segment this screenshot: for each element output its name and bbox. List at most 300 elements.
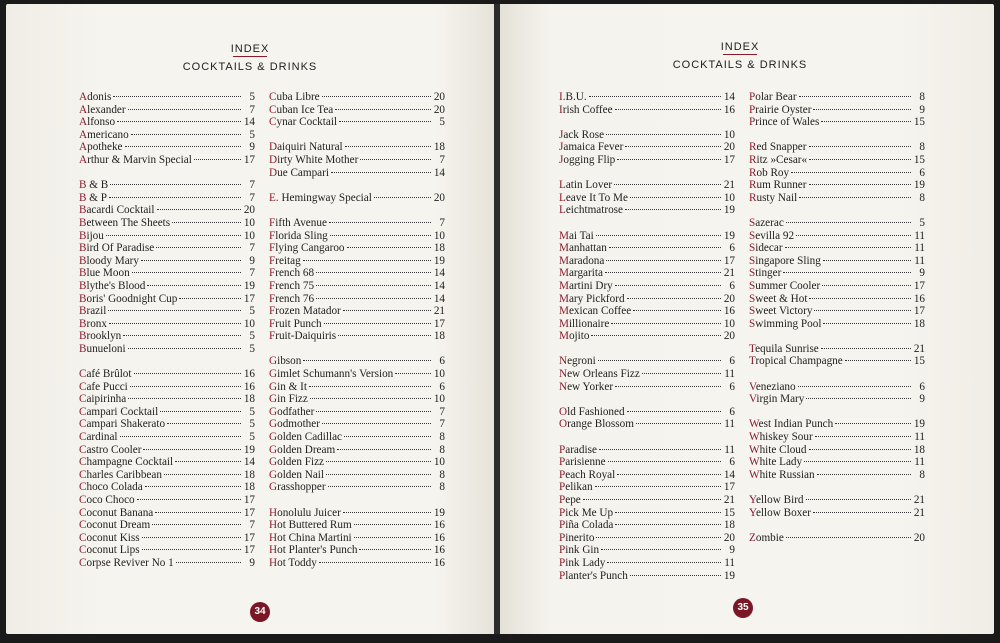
drink-name: I.B.U. <box>559 91 587 103</box>
index-entry <box>79 154 255 167</box>
drink-name: Piña Colada <box>559 519 614 532</box>
dot-leader <box>130 386 241 387</box>
left-page <box>6 4 494 634</box>
drink-name: Pick Me Up <box>559 506 614 519</box>
drink-name: Orange Blossom <box>559 418 634 431</box>
dot-leader <box>322 96 431 97</box>
index-entry <box>559 179 735 192</box>
dot-leader <box>798 386 911 387</box>
page-reference: 17 <box>243 544 255 557</box>
drink-name: French 75 <box>269 279 315 292</box>
page-reference: 10 <box>723 191 735 204</box>
index-entry <box>269 116 445 129</box>
index-entry <box>79 381 255 394</box>
page-reference: 11 <box>914 242 925 255</box>
page-reference: 9 <box>729 544 735 557</box>
dot-leader <box>817 474 911 475</box>
page-reference: 18 <box>913 317 925 330</box>
dot-leader <box>160 411 241 412</box>
index-entry <box>79 431 255 444</box>
section-gap <box>559 393 735 406</box>
drink-name: French 68 <box>269 267 315 280</box>
page-reference: 15 <box>913 355 925 368</box>
section-gap <box>749 481 925 494</box>
drink-name: Fifth Avenue <box>269 216 327 229</box>
dot-leader <box>147 285 241 286</box>
page-reference: 17 <box>243 153 255 166</box>
index-entry <box>79 544 255 557</box>
drink-name: White Lady <box>749 456 803 469</box>
drink-name: Florida Sling <box>269 229 328 242</box>
dot-leader <box>809 159 911 160</box>
drink-name: Dirty White Mother <box>269 153 359 166</box>
dot-leader <box>823 260 911 261</box>
drink-name: Sazerac <box>749 216 784 229</box>
index-entry <box>559 293 735 306</box>
drink-name: Latin Lover <box>559 179 613 192</box>
page-reference: 7 <box>249 519 255 532</box>
section-gap <box>559 343 735 356</box>
dot-leader <box>806 398 911 399</box>
page-reference: 21 <box>723 494 735 506</box>
index-entry <box>269 456 445 469</box>
dot-leader <box>137 499 241 500</box>
index-entry <box>269 355 445 368</box>
section-gap <box>749 129 925 142</box>
index-entry <box>749 318 925 331</box>
drink-name: Sweet & Hot <box>749 292 808 305</box>
index-entry <box>79 116 255 129</box>
index-entry <box>749 532 925 545</box>
dot-leader <box>337 449 431 450</box>
index-entry <box>269 481 445 494</box>
page-reference: 5 <box>249 128 255 141</box>
drink-name: Jack Rose <box>559 128 605 141</box>
drink-name: Cardinal <box>79 431 118 444</box>
drink-name: Sidecar <box>749 242 783 255</box>
page-reference: 6 <box>729 355 735 368</box>
page-reference: 6 <box>729 405 735 418</box>
index-entry <box>559 280 735 293</box>
dot-leader <box>786 222 911 223</box>
dot-leader <box>823 323 911 324</box>
page-reference: 14 <box>723 91 735 103</box>
index-entry <box>749 217 925 230</box>
index-entry <box>559 129 735 142</box>
dot-leader <box>142 537 241 538</box>
index-entry <box>559 305 735 318</box>
page-reference: 16 <box>723 103 735 116</box>
index-entry <box>269 154 445 167</box>
page-reference: 17 <box>913 305 925 318</box>
index-entry <box>79 179 255 192</box>
page-reference: 16 <box>433 544 445 557</box>
index-entry <box>79 481 255 494</box>
index-entry <box>559 418 735 431</box>
dot-leader <box>106 235 241 236</box>
page-reference: 21 <box>723 267 735 280</box>
page-reference: 6 <box>729 380 735 393</box>
page-reference: 20 <box>433 103 445 116</box>
dot-leader <box>152 524 241 525</box>
dot-leader <box>799 96 911 97</box>
page-reference: 16 <box>433 519 445 532</box>
dot-leader <box>344 436 431 437</box>
page-reference: 21 <box>913 342 925 355</box>
dot-leader <box>175 461 241 462</box>
page-reference: 7 <box>249 267 255 280</box>
drink-name: Cuba Libre <box>269 91 320 103</box>
index-entry <box>559 494 735 507</box>
dot-leader <box>791 172 911 173</box>
page-reference: 21 <box>913 494 925 506</box>
dot-leader <box>809 449 912 450</box>
drink-name: Coconut Dream <box>79 519 151 532</box>
page-reference: 18 <box>433 330 445 343</box>
index-entry <box>559 544 735 557</box>
drink-name: Virgin Mary <box>749 393 805 406</box>
page-reference: 19 <box>913 418 925 431</box>
page-reference: 6 <box>729 456 735 469</box>
dot-leader <box>835 423 911 424</box>
drink-name: Adonis <box>79 91 112 103</box>
dot-leader <box>783 272 911 273</box>
dot-leader <box>179 298 241 299</box>
dot-leader <box>109 197 241 198</box>
index-entry <box>79 204 255 217</box>
index-entry <box>79 141 255 154</box>
dot-leader <box>316 298 431 299</box>
index-entry <box>79 507 255 520</box>
page-reference: 5 <box>249 330 255 343</box>
dot-leader <box>343 512 431 513</box>
page-reference: 6 <box>919 380 925 393</box>
dot-leader <box>595 486 721 487</box>
index-entry <box>559 91 735 104</box>
index-entry <box>559 507 735 520</box>
page-reference: 7 <box>249 191 255 204</box>
drink-name: B & B <box>79 179 109 192</box>
drink-name: Sweet Victory <box>749 305 813 318</box>
drink-name: Campari Shakerato <box>79 418 166 431</box>
index-title: INDEX <box>720 41 760 53</box>
page-reference: 14 <box>433 267 445 280</box>
dot-leader <box>615 512 721 513</box>
drink-name: Mai Tai <box>559 229 594 242</box>
drink-name: Maradona <box>559 254 605 267</box>
drink-name: Coconut Banana <box>79 506 154 519</box>
index-subtitle: COCKTAILS & DRINKS <box>182 61 318 73</box>
dot-leader <box>128 398 241 399</box>
index-entry <box>559 456 735 469</box>
dot-leader <box>141 260 241 261</box>
dot-leader <box>598 360 721 361</box>
index-entry <box>79 343 255 356</box>
dot-leader <box>809 184 912 185</box>
drink-name: Ritz »Cesar« <box>749 153 808 166</box>
index-entry <box>269 242 445 255</box>
drink-name: New Orleans Fizz <box>559 368 640 381</box>
dot-leader <box>354 524 431 525</box>
dot-leader <box>591 335 721 336</box>
index-entry <box>269 557 445 570</box>
drink-name: Hot China Martini <box>269 531 352 544</box>
index-entry <box>559 368 735 381</box>
drink-name: Bronx <box>79 317 107 330</box>
page-reference: 7 <box>249 103 255 116</box>
drink-name: Coconut Kiss <box>79 531 140 544</box>
drink-name: Cuban Ice Tea <box>269 103 334 116</box>
page-reference: 19 <box>723 204 735 217</box>
right-page-header <box>500 37 980 71</box>
index-entry <box>79 255 255 268</box>
drink-name: Summer Cooler <box>749 279 821 292</box>
drink-name: Prince of Wales <box>749 116 820 129</box>
page-reference: 18 <box>243 468 255 481</box>
drink-name: Polar Bear <box>749 91 797 103</box>
drink-name: Planter's Punch <box>559 569 628 582</box>
drink-name: Irish Coffee <box>559 103 613 116</box>
page-reference: 5 <box>439 116 445 129</box>
drink-name: Negroni <box>559 355 596 368</box>
index-entry <box>269 368 445 381</box>
drink-name: Margarita <box>559 267 603 280</box>
drink-name: Godfather <box>269 405 315 418</box>
drink-name: Gin & It <box>269 380 307 393</box>
index-entry <box>269 444 445 457</box>
drink-name: Cafe Pucci <box>79 380 128 393</box>
dot-leader <box>617 474 721 475</box>
drink-name: Pink Gin <box>559 544 600 557</box>
drink-name: Between The Sheets <box>79 216 171 229</box>
dot-leader <box>615 109 721 110</box>
index-entry <box>269 519 445 532</box>
page-reference: 9 <box>249 141 255 154</box>
drink-name: Alfonso <box>79 116 116 129</box>
page-reference: 11 <box>724 368 735 381</box>
dot-leader <box>167 423 241 424</box>
index-entry <box>749 242 925 255</box>
drink-name: Alexander <box>79 103 126 116</box>
drink-name: Bloody Mary <box>79 254 139 267</box>
dot-leader <box>345 146 431 147</box>
index-entry <box>559 267 735 280</box>
dot-leader <box>374 197 431 198</box>
index-entry <box>269 255 445 268</box>
index-entry <box>749 154 925 167</box>
dot-leader <box>589 96 721 97</box>
dot-leader <box>359 549 431 550</box>
index-entry <box>269 544 445 557</box>
page-reference: 14 <box>243 456 255 469</box>
index-entry <box>79 305 255 318</box>
page-reference: 7 <box>249 179 255 192</box>
page-reference: 17 <box>723 481 735 494</box>
section-gap <box>559 431 735 444</box>
dot-leader <box>796 235 911 236</box>
page-reference: 7 <box>439 418 445 431</box>
index-column <box>79 91 255 570</box>
index-entry <box>269 192 445 205</box>
index-entry <box>559 255 735 268</box>
dot-leader <box>625 146 721 147</box>
dot-leader <box>131 134 241 135</box>
page-reference: 11 <box>724 443 735 456</box>
dot-leader <box>786 537 911 538</box>
section-gap <box>749 330 925 343</box>
dot-leader <box>316 272 431 273</box>
dot-leader <box>347 247 431 248</box>
dot-leader <box>303 360 431 361</box>
dot-leader <box>814 310 911 311</box>
page-reference: 17 <box>723 153 735 166</box>
index-entry <box>79 217 255 230</box>
dot-leader <box>123 335 241 336</box>
dot-leader <box>117 121 241 122</box>
drink-name: Leave It To Me <box>559 191 628 204</box>
drink-name: Godmother <box>269 418 320 431</box>
index-entry <box>79 393 255 406</box>
page-reference: 10 <box>433 368 445 381</box>
drink-name: Café Brûlot <box>79 368 132 381</box>
drink-name: Gibson <box>269 355 302 368</box>
page-reference: 8 <box>919 91 925 103</box>
index-entry <box>749 494 925 507</box>
dot-leader <box>630 575 721 576</box>
drink-name: Coconut Lips <box>79 544 140 557</box>
drink-name: Hot Planter's Punch <box>269 544 358 557</box>
index-subtitle: COCKTAILS & DRINKS <box>672 59 808 71</box>
index-entry <box>749 469 925 482</box>
dot-leader <box>821 348 911 349</box>
index-entry <box>749 507 925 520</box>
dot-leader <box>606 260 721 261</box>
index-entry <box>79 280 255 293</box>
index-entry <box>749 456 925 469</box>
drink-name: Campari Cocktail <box>79 405 159 418</box>
index-entry <box>79 267 255 280</box>
drink-name: New Yorker <box>559 380 614 393</box>
page-reference: 15 <box>913 153 925 166</box>
drink-name: Pepe <box>559 494 581 506</box>
index-entry <box>79 192 255 205</box>
section-gap <box>269 494 445 507</box>
page-reference: 6 <box>919 166 925 179</box>
drink-name: Flying Cangaroo <box>269 242 345 255</box>
drink-name: Bunueloni <box>79 342 126 355</box>
dot-leader <box>360 159 431 160</box>
drink-name: Charles Caribbean <box>79 468 162 481</box>
page-reference: 14 <box>433 279 445 292</box>
dot-leader <box>609 247 721 248</box>
index-entry <box>269 532 445 545</box>
page-reference: 9 <box>919 267 925 280</box>
index-entry <box>559 104 735 117</box>
page-reference: 19 <box>723 229 735 242</box>
page-reference: 5 <box>249 405 255 418</box>
index-entry <box>559 381 735 394</box>
dot-leader <box>845 360 911 361</box>
index-entry <box>749 305 925 318</box>
page-reference: 6 <box>729 242 735 255</box>
drink-name: White Cloud <box>749 443 807 456</box>
dot-leader <box>339 121 431 122</box>
dot-leader <box>785 247 911 248</box>
index-entry <box>559 519 735 532</box>
index-entry <box>559 318 735 331</box>
page-reference: 6 <box>729 279 735 292</box>
index-entry <box>559 469 735 482</box>
page-reference: 16 <box>913 292 925 305</box>
dot-leader <box>120 436 241 437</box>
page-reference: 11 <box>914 229 925 242</box>
drink-name: Honolulu Juicer <box>269 506 341 519</box>
page-reference: 19 <box>723 569 735 582</box>
drink-name: Zombie <box>749 531 784 544</box>
index-entry <box>269 418 445 431</box>
dot-leader <box>309 386 431 387</box>
index-entry <box>559 406 735 419</box>
drink-name: Golden Fizz <box>269 456 325 469</box>
drink-name: Gimlet Schumann's Version <box>269 368 394 381</box>
dot-leader <box>319 562 431 563</box>
page-reference: 8 <box>919 141 925 154</box>
dot-leader <box>633 310 721 311</box>
page-reference: 19 <box>243 443 255 456</box>
dot-leader <box>329 222 431 223</box>
index-entry <box>749 444 925 457</box>
drink-name: Tequila Sunrise <box>749 342 819 355</box>
index-entry <box>79 330 255 343</box>
dot-leader <box>134 373 241 374</box>
dot-leader <box>615 524 721 525</box>
drink-name: Hot Buttered Rum <box>269 519 352 532</box>
drink-name: Sevilla 92 <box>749 229 795 242</box>
index-entry <box>749 104 925 117</box>
dot-leader <box>164 474 241 475</box>
page-reference: 20 <box>723 330 735 343</box>
page-reference: 15 <box>913 116 925 129</box>
drink-name: West Indian Punch <box>749 418 834 431</box>
index-entry <box>79 230 255 243</box>
dot-leader <box>156 247 241 248</box>
index-entry <box>749 418 925 431</box>
index-entry <box>79 242 255 255</box>
index-column <box>269 91 445 570</box>
drink-name: Golden Dream <box>269 443 336 456</box>
dot-leader <box>110 184 241 185</box>
page-reference: 20 <box>433 91 445 103</box>
index-entry <box>79 557 255 570</box>
page-reference: 11 <box>914 456 925 469</box>
dot-leader <box>615 285 721 286</box>
dot-leader <box>330 235 431 236</box>
drink-name: Stinger <box>749 267 782 280</box>
index-entry <box>269 393 445 406</box>
index-entry <box>749 343 925 356</box>
page-reference: 8 <box>439 431 445 444</box>
dot-leader <box>395 373 431 374</box>
page-reference: 7 <box>439 405 445 418</box>
page-reference: 19 <box>913 179 925 192</box>
drink-name: Manhattan <box>559 242 607 255</box>
index-entry <box>749 167 925 180</box>
page-reference: 20 <box>243 204 255 217</box>
index-entry <box>269 431 445 444</box>
index-entry <box>749 393 925 406</box>
dot-leader <box>809 298 911 299</box>
drink-name: Old Fashioned <box>559 405 625 418</box>
